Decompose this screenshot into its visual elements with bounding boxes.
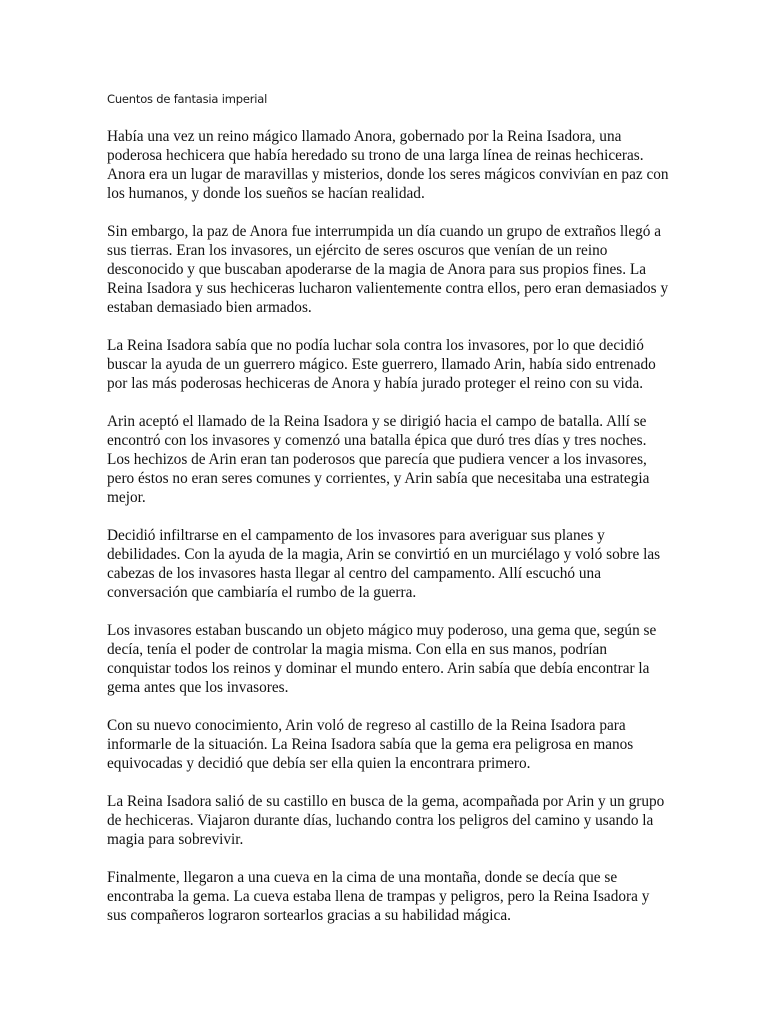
paragraph-5: Decidió infiltrarse en el campamento de los invasores para averiguar sus planes y debilidades. Con la ayuda de la magia, Arin se convirtió en un murciélago y voló sobre las cabezas de los invasores hasta llegar al centro del campamento. Allí escuchó una conversación que cambiaría el rumbo de la guerra. [107, 527, 661, 601]
paragraph-1: Había una vez un reino mágico llamado Anora, gobernado por la Reina Isadora, una poderosa hechicera que había heredado su trono de una larga línea de reinas hechiceras. Anora era un lugar de maravillas y misterios, donde los seres mágicos convivían en paz con los humanos, y donde los sueños se hacían realidad. [107, 128, 669, 202]
document-title: Cuentos de fantasia imperial [107, 92, 268, 106]
paragraph-7: Con su nuevo conocimiento, Arin voló de regreso al castillo de la Reina Isadora para informarle de la situación. La Reina Isadora sabía que la gema era peligrosa en manos equivocadas y decidió que debía ser ella quien la encontrara primero. [107, 717, 634, 772]
paragraph-3: La Reina Isadora sabía que no podía luchar sola contra los invasores, por lo que decidió buscar la ayuda de un guerrero mágico. Este guerrero, llamado Arin, había sido entrenado por las más poderosas hechiceras de Anora y había jurado proteger el reino con su vida. [107, 337, 656, 392]
paragraph-6: Los invasores estaban buscando un objeto mágico muy poderoso, una gema que, según se decía, tenía el poder de controlar la magia misma. Con ella en sus manos, podrían conquistar todos los reinos y dominar el mundo entero. Arin sabía que debía encontrar la gema antes que los invasores. [107, 622, 657, 696]
paragraph-4: Arin aceptó el llamado de la Reina Isadora y se dirigió hacia el campo de batalla. Allí se encontró con los invasores y comenzó una batalla épica que duró tres días y tres noches. Los hechizos de Arin eran tan poderosos que parecía que pudiera vencer a los invasores, pero éstos no eran seres comunes y corrientes, y Arin sabía que necesitaba una estrategia mejor. [107, 413, 650, 506]
paragraph-8: La Reina Isadora salió de su castillo en busca de la gema, acompañada por Arin y un grupo de hechiceras. Viajaron durante días, luchando contra los peligros del camino y usando la magia para sobrevivir. [107, 793, 665, 848]
document-body [107, 127, 672, 944]
paragraph-2: Sin embargo, la paz de Anora fue interrumpida un día cuando un grupo de extraños llegó a sus tierras. Eran los invasores, un ejército de seres oscuros que venían de un reino desconocido y que buscaban apoderarse de la magia de Anora para sus propios fines. La Reina Isadora y sus hechiceras lucharon valientemente contra ellos, pero eran demasiados y estaban demasiado bien armados. [107, 223, 669, 316]
paragraph-9: Finalmente, llegaron a una cueva en la cima de una montaña, donde se decía que se encontraba la gema. La cueva estaba llena de trampas y peligros, pero la Reina Isadora y sus compañeros lograron sortearlos gracias a su habilidad mágica. [107, 869, 650, 924]
